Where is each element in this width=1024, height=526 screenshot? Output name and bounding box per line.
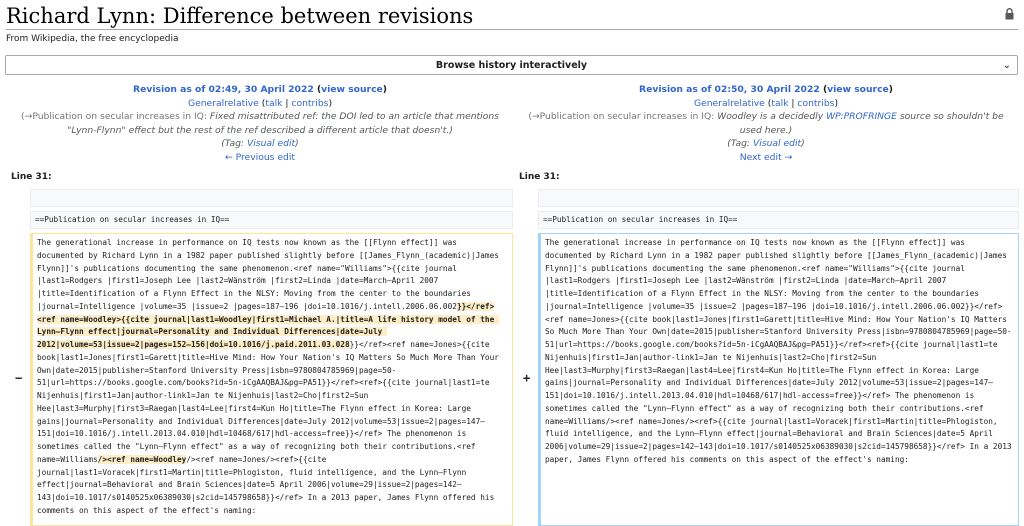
added-text: The generational increase in performance on IQ tests now known as the [[Flynn effect]] was documented by Richard Lynn in a 1982 paper published slightly before [[James_Flynn_(academic)|James Flynn]]'s publications documenting the same phenomenon.<ref name="Williams">{{cite journal |last1=Rodgers |first1=Joseph Lee |last2=Wänström |first2=Linda |date=March–April 2007 |title=Identification of a Flynn Effect in the NLSY: Moving from the center to the boundaries |journal=Intelligence |volume=35 |issue=2 |pages=187–196 |doi=10.1016/j.intell.2006.06.002}}</ref><ref name=Jones>{{cite book|last1=Jones|first1=Garett|title=Hive Mind: How Your Nation's IQ Matters So Much More Than Your Own|date=2015|publisher=Stanford University Press|isbn=9780804785969|page=50-51|url=https://books.google.com/books?id=5n-iCgAAQBAJ&pg=PA51}}</ref><ref>{{cite journal|last1=te Nijenhuis|first1=Jan|author-link1=Jan te Nijenhuis|last2=Cho|first2=Sun Hee|last3=Murphy|first3=Raegan|last4=Lee|first4=Kun Ho|title=The Flynn effect in Korea: Large gains|journal=Personality and Individual Differences|date=July 2012|volume=53|issue=2|pages=147–151|doi=10.1016/j.intell.2013.04.010|hdl=10468/617|hdl-access=free}}</ref> The phenomenon is sometimes called the "Lynn–Flynn effect" as a way of recognizing both their contributions.<ref name=Williams/><ref name=Jones/><ref>{{cite journal|last1=Voracek|first1=Martin|title=Phlogiston, fluid intelligence, and the Lynn–Flynn effect|journal=Behavioral and Brain Sciences|date=5 April 2006|volume=29|issue=2|pages=142–143|doi=10.1017/s0140525x06389030|s2cid=145798658}}</ref> In a 2013 paper, James Flynn offered his comments on this aspect of the effect's naming: [545, 238, 1017, 464]
tags-suffix: ) [801, 138, 805, 150]
new-view-source-link[interactable]: view source [827, 84, 889, 95]
profringe-link[interactable]: WP:PROFRINGE [826, 111, 897, 123]
deletion-marker: − [15, 371, 23, 385]
addition-marker: + [523, 371, 531, 385]
old-tags [15, 137, 505, 151]
new-summary-text-2: source so shouldn't be used here.) [739, 111, 1004, 136]
new-user-link[interactable]: Generalrelative [693, 97, 765, 109]
new-user-contribs-link[interactable]: contribs [797, 97, 835, 109]
old-tag-link[interactable]: Visual edit [246, 138, 296, 150]
site-tagline: From Wikipedia, the free encyclopedia [6, 34, 179, 44]
deleted-text-start: The generational increase in performance on IQ tests now known as the [[Flynn effect]] was documented by Richard Lynn in a 1982 paper published slightly before [[James_Flynn_(academic)|James Flynn]]'s publications documenting the same phenomenon.<ref name="Williams">{{cite journal |last1=Rodgers |first1=Joseph Lee |last2=Wänström |first2=Linda |date=March–April 2007 |title=Identification of a Flynn Effect in the NLSY: Moving from the center to the boundaries |journal=Intelligence |volume=35 |issue=2 |pages=187–196 |doi=10.1016/j.intell.2006.06.002 [37, 238, 504, 311]
deleted-highlight-1: }}</ref><ref name=Woodley>{{cite journal|last1=Woodley|first1=Michael A.|title=A life history model of the Lynn–Flynn effect|journal=Personality and Individual Differences|date=July 2012|volume=53|issue=2|pages=152–156|doi=10.1016/j.paid.2011.03.028 [37, 301, 499, 349]
paren: ( [767, 97, 772, 109]
previous-edit-link[interactable]: ← Previous edit [224, 151, 295, 163]
deleted-highlight-2: /><ref name=Woodley [97, 454, 187, 464]
old-revision-link[interactable]: Revision as of 02:49, 30 April 2022 [133, 84, 314, 95]
old-context-section: ==Publication on secular increases in IQ== [30, 211, 513, 229]
new-context-empty [538, 189, 1019, 207]
tags-suffix: ) [295, 138, 299, 150]
new-user-talk-link[interactable]: talk [771, 97, 789, 109]
next-edit-link[interactable]: Next edit → [739, 151, 793, 163]
old-summary-section[interactable]: (→Publication on secular increases in IQ: [21, 111, 207, 123]
lock-icon[interactable] [1005, 8, 1014, 20]
old-summary-text: Fixed misattributed ref: the DOI led to an article that mentions "Lynn-Flynn" effect but the rest of the ref described a different article that doesn't.) [67, 111, 499, 136]
new-tags [521, 137, 1011, 151]
title-divider [6, 29, 1018, 30]
paren: ( [822, 84, 828, 95]
new-summary-section[interactable]: (→Publication on secular increases in IQ: [528, 111, 715, 123]
new-summary-text: Woodley is a decidedly [717, 111, 824, 123]
new-revision-header: Revision as of 02:50, 30 April 2022 (view source) Generalrelative (talk | contribs) (→Publication on secular increases in IQ: Woodley is a decidedly WP:PROFRINGE source so shouldn't be used here.) (Tag: Visual edit) Next edit → [521, 83, 1011, 165]
paren: ( [261, 97, 266, 109]
new-tag-link[interactable]: Visual edit [752, 138, 802, 150]
old-view-source-link[interactable]: view source [321, 84, 383, 95]
paren: ) [382, 84, 387, 95]
new-revision-link[interactable]: Revision as of 02:50, 30 April 2022 [639, 84, 820, 95]
deleted-line [30, 233, 513, 526]
tags-prefix: (Tag: [221, 138, 245, 150]
added-line [538, 233, 1019, 526]
paren: ) [888, 84, 893, 95]
new-context-section: ==Publication on secular increases in IQ== [538, 211, 1019, 229]
old-user-contribs-link[interactable]: contribs [291, 97, 329, 109]
old-edit-summary [15, 110, 505, 137]
old-user-talk-link[interactable]: talk [265, 97, 283, 109]
old-line-number: Line 31: [11, 172, 52, 182]
old-context-empty [30, 189, 513, 207]
paren: ( [316, 84, 322, 95]
browse-history-label: Browse history interactively [435, 60, 588, 71]
paren: ) [328, 97, 333, 109]
old-user-link[interactable]: Generalrelative [187, 97, 259, 109]
browse-history-button[interactable] [5, 55, 1018, 75]
deleted-text-end: /><ref name=Jones/><ref>{{cite journal|last1=Voracek|first1=Martin|title=Phlogiston, fluid intelligence, and the Lynn–Flynn effect|journal=Behavioral and Brain Sciences|date=5 April 2006|volume=29|issue=2|pages=142–143|doi=10.1017/s0140525x06389030|s2cid=145798658}}</ref> In a 2013 paper, James Flynn offered his comments on this aspect of the effect's naming: [37, 454, 499, 515]
paren: ) [834, 97, 839, 109]
new-edit-summary [521, 110, 1011, 137]
tags-prefix: (Tag: [727, 138, 751, 150]
new-line-number: Line 31: [519, 172, 560, 182]
chevron-down-icon: ⌄ [1002, 60, 1011, 71]
deleted-text-middle: }}</ref><ref name=Jones>{{cite book|last1=Jones|first1=Garett|title=Hive Mind: How Your Nation's IQ Matters So Much More Than Your Own|date=2015|publisher=Stanford University Press|isbn=9780804785969|page=50-51|url=https://books.google.com/books?id=5n-iCgAAQBAJ&pg=PA51}}</ref><ref>{{cite journal|last1=te Nijenhuis|first1=Jan|author-link1=Jan te Nijenhuis|last2=Cho|first2=Sun Hee|last3=Murphy|first3=Raegan|last4=Lee|first4=Kun Ho|title=The Flynn effect in Korea: Large gains|journal=Personality and Individual Differences|date=July 2012|volume=53|issue=2|pages=147–151|doi=10.1016/j.intell.2013.04.010|hdl=10468/617|hdl-access=free}}</ref> The phenomenon is sometimes called the "Lynn–Flynn effect" as a way of recognizing both their contributions.<ref name=Williams [37, 340, 504, 464]
old-revision-header: Revision as of 02:49, 30 April 2022 (view source) Generalrelative (talk | contribs) (→Publication on secular increases in IQ: Fixed misattributed ref: the DOI led to an article that mentions "Lynn-Flynn" effect but the rest of the ref described a different article that doesn't.) (Tag: Visual edit) ← Previous edit [15, 83, 505, 165]
page-title: Richard Lynn: Difference between revisions [6, 4, 474, 28]
